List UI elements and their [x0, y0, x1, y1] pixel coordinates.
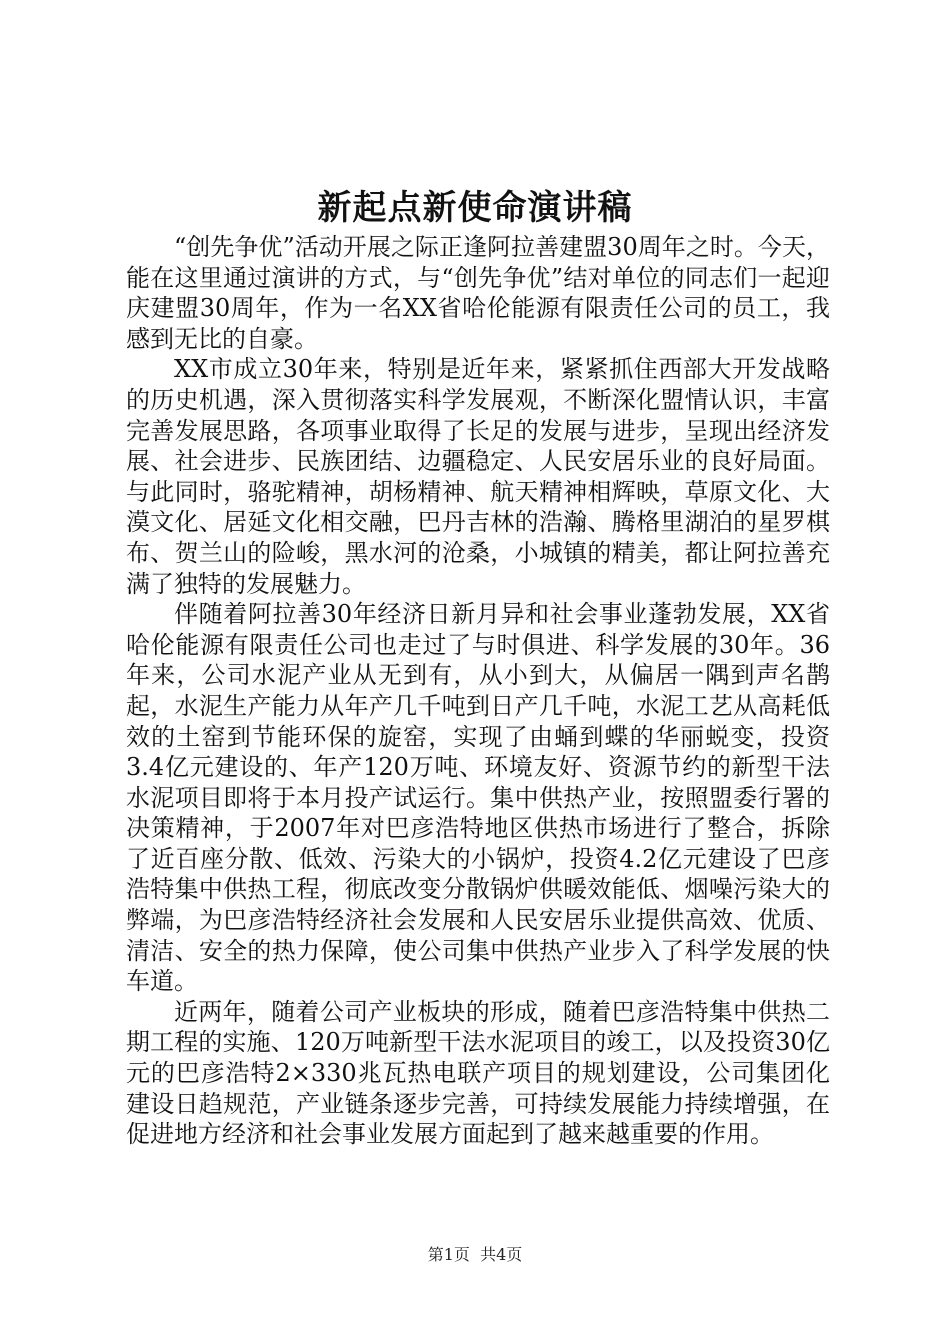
document-body — [126, 232, 830, 1150]
paragraph-2: XX市成立30年来，特别是近年来，紧紧抓住西部大开发战略的历史机遇，深入贯彻落实科学发展观，不断深化盟情认识，丰富完善发展思路，各项事业取得了长足的发展与进步，呈现出经济发展、社会进步、民族团结、边疆稳定、人民安居乐业的良好局面。与此同时，骆驼精神，胡杨精神、航天精神相辉映，草原文化、大漠文化、居延文化相交融，巴丹吉林的浩瀚、腾格里湖泊的星罗棋布、贺兰山的险峻，黑水河的沧桑，小城镇的精美，都让阿拉善充满了独特的发展魅力。 — [126, 355, 830, 598]
footer-separator — [470, 1245, 480, 1264]
paragraph-4: 近两年，随着公司产业板块的形成，随着巴彦浩特集中供热二期工程的实施、120万吨新型干法水泥项目的竣工，以及投资30亿元的巴彦浩特2×330兆瓦热电联产项目的规划建设，公司集团化建设日趋规范，产业链条逐步完善，可持续发展能力持续增强，在促进地方经济和社会事业发展方面起到了越来越重要的作用。 — [126, 997, 830, 1149]
paragraph-3: 伴随着阿拉善30年经济日新月异和社会事业蓬勃发展，XX省哈伦能源有限责任公司也走过了与时俱进、科学发展的30年。36年来，公司水泥产业从无到有，从小到大，从偏居一隅到声名鹊起，水泥生产能力从年产几千吨到日产几千吨，水泥工艺从高耗低效的土窑到节能环保的旋窑，实现了由蛹到蝶的华丽蜕变，投资3.4亿元建设的、年产120万吨、环境友好、资源节约的新型干法水泥项目即将于本月投产试运行。集中供热产业，按照盟委行署的决策精神，于2007年对巴彦浩特地区供热市场进行了整合，拆除了近百座分散、低效、污染大的小锅炉，投资4.2亿元建设了巴彦浩特集中供热工程，彻底改变分散锅炉供暖效能低、烟噪污染大的弊端，为巴彦浩特经济社会发展和人民安居乐业提供高效、优质、清洁、安全的热力保障，使公司集中供热产业步入了科学发展的快车道。 — [126, 600, 830, 996]
page-number: 第1页 — [427, 1245, 470, 1264]
document-title: 新起点新使命演讲稿 — [317, 188, 633, 228]
paragraph-1: “创先争优”活动开展之际正逢阿拉善建盟30周年之时。今天，能在这里通过演讲的方式，与“创先争优”结对单位的同志们一起迎庆建盟30周年，作为一名XX省哈伦能源有限责任公司的员工，我感到无比的自豪。 — [126, 233, 830, 353]
page-total: 共4页 — [480, 1245, 523, 1264]
page-footer — [0, 1244, 950, 1266]
